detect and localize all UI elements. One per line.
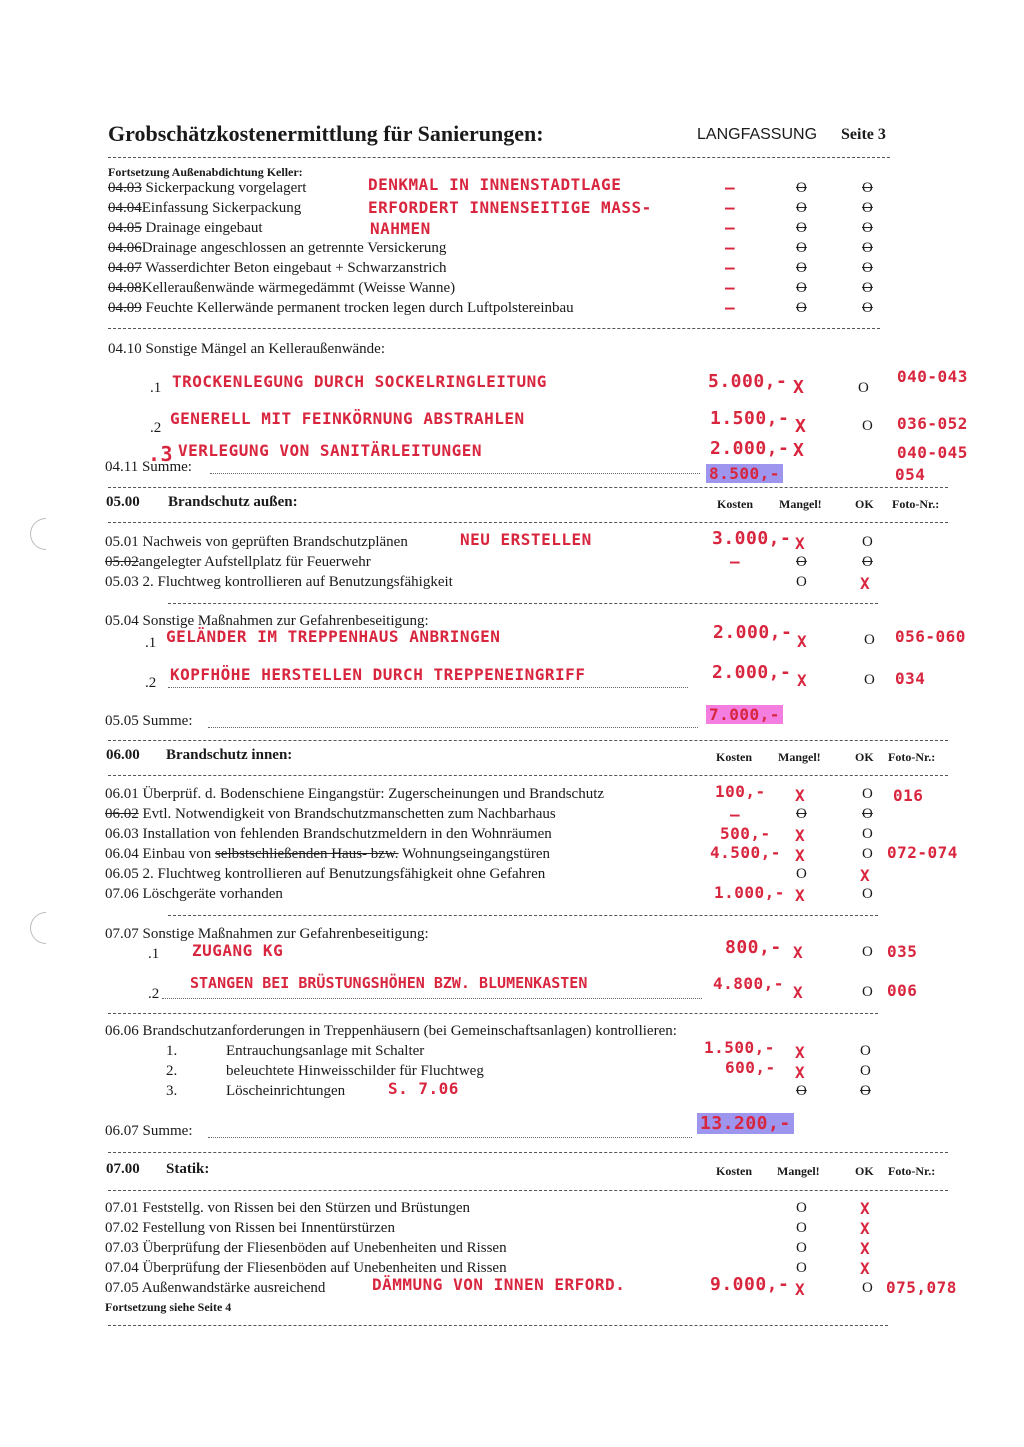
s05-title: Brandschutz außen:: [168, 494, 298, 510]
row-note: NEU ERSTELLEN: [460, 530, 592, 549]
col-mangel: Mangel!: [778, 750, 821, 764]
row-code: 07.06: [105, 886, 139, 902]
item-ok: O: [864, 632, 875, 648]
row-text: Überprüf. d. Bodenschiene Eingangstür: Zugerscheinungen und Brandschutz: [142, 786, 605, 802]
row-mangel: O: [796, 180, 807, 196]
item-foto: 034: [895, 669, 926, 688]
table-row: [105, 886, 283, 903]
col-mangel: Mangel!: [779, 497, 822, 511]
row-ok: O: [862, 806, 873, 822]
table-row: [108, 300, 574, 317]
row-code: 06.04: [105, 846, 139, 862]
row-mangel: X: [795, 786, 806, 805]
row-mangel: X: [795, 826, 806, 845]
item-foto: 036-052: [897, 414, 968, 433]
treppen-mangel: O: [796, 1083, 807, 1099]
item-num: .2: [145, 675, 157, 691]
treppen-num: 2.: [166, 1063, 178, 1079]
row-kosten: —: [725, 178, 736, 197]
row-text: Evtl. Notwendigkeit von Brandschutzmanschetten zum Nachbarhaus: [142, 806, 556, 822]
item-dots: [168, 687, 688, 688]
col-ok: OK: [855, 1164, 874, 1178]
col-ok: OK: [855, 497, 874, 511]
row-code: 05.01: [105, 534, 139, 550]
treppen-ok: O: [860, 1043, 871, 1059]
table-row: [105, 786, 604, 803]
row-kosten: 1.000,-: [714, 883, 785, 902]
row-mangel: X: [795, 846, 806, 865]
row-mangel: O: [796, 1260, 807, 1276]
col-foto: Foto-Nr.:: [888, 1164, 936, 1178]
col-kosten: Kosten: [716, 750, 752, 764]
row-kosten: —: [725, 258, 736, 277]
col-mangel: Mangel!: [777, 1164, 820, 1178]
s05-summe: [706, 705, 783, 724]
row-kosten: —: [725, 198, 736, 217]
item-kosten: 2.000,-: [712, 662, 792, 683]
row-text: 2. Fluchtweg kontrollieren auf Benutzungsfähigkeit ohne Gefahren: [142, 866, 546, 882]
item-kosten: 1.500,-: [710, 408, 790, 429]
divider: [108, 740, 948, 741]
s05-summe-dots: [208, 727, 698, 728]
treppen-ok: O: [860, 1083, 871, 1099]
row-ok: O: [862, 300, 873, 316]
s04-summe-dots: [210, 473, 700, 474]
row-ok: O: [862, 280, 873, 296]
item-mangel: X: [793, 440, 805, 461]
page-footer: Fortsetzung siehe Seite 4: [105, 1300, 232, 1314]
header-divider: [108, 157, 890, 158]
item-ok: O: [862, 944, 873, 960]
row-code: 07.03: [105, 1240, 139, 1256]
row-code: 07.02: [105, 1220, 139, 1236]
item-foto: 040-043: [897, 367, 968, 386]
row-mangel: O: [796, 554, 807, 570]
col-foto: Foto-Nr.:: [888, 750, 936, 764]
item-mangel: X: [797, 671, 808, 690]
treppen-kosten: 600,-: [725, 1058, 776, 1077]
row-ok: X: [860, 1239, 871, 1258]
row-code: 04.07: [108, 260, 142, 276]
treppen-num: 3.: [166, 1083, 178, 1099]
row-kosten: —: [725, 278, 736, 297]
row-ok: X: [860, 574, 871, 593]
s07-title: Statik:: [166, 1161, 210, 1177]
row-text: Installation von fehlenden Brandschutzmeldern in den Wohnräumen: [142, 826, 552, 842]
row-code: 04.04: [108, 200, 142, 216]
punch-hole-bottom: [23, 905, 68, 950]
item-note: VERLEGUNG VON SANITÄRLEITUNGEN: [178, 441, 482, 460]
row-foto: 072-074: [887, 843, 958, 862]
row-kosten: —: [730, 805, 741, 824]
item-ok: O: [864, 672, 875, 688]
col-ok: OK: [855, 750, 874, 764]
table-row: [105, 554, 371, 571]
row-text: 2. Fluchtweg kontrollieren auf Benutzungsfähigkeit: [142, 574, 453, 590]
row-ok: O: [862, 260, 873, 276]
row-ok: O: [862, 554, 873, 570]
item-note: TROCKENLEGUNG DURCH SOCKELRINGLEITUNG: [172, 372, 547, 391]
row-kosten: —: [730, 552, 741, 571]
row-ok: O: [862, 1280, 873, 1296]
row-text: Wasserdichter Beton eingebaut + Schwarzanstrich: [145, 260, 447, 276]
s04-summe-value: 8.500,-: [706, 464, 783, 483]
item-foto: 056-060: [895, 627, 966, 646]
item-note: KOPFHÖHE HERSTELLEN DURCH TREPPENEINGRIFF: [170, 665, 586, 684]
row-code: 07.05: [105, 1280, 139, 1296]
row-code: 05.03: [105, 574, 139, 590]
row-ok: O: [862, 180, 873, 196]
row-code: 04.03: [108, 180, 142, 196]
row-text: Drainage eingebaut: [145, 220, 263, 236]
row-ok: O: [862, 200, 873, 216]
s04-summe-label: 04.11 Summe:: [105, 459, 192, 475]
row-foto: 075,078: [886, 1278, 957, 1297]
s06-code: 06.00: [106, 747, 140, 763]
row-mangel: O: [796, 240, 807, 256]
row-mangel: O: [796, 574, 807, 590]
table-row: [105, 534, 408, 551]
s05-sonstige-label: 05.04 Sonstige Maßnahmen zur Gefahrenbeseitigung:: [105, 613, 429, 629]
item-mangel: X: [793, 377, 805, 398]
item-foto: 035: [887, 942, 918, 961]
table-row: [105, 1240, 507, 1257]
row-text: angelegter Aufstellplatz für Feuerwehr: [138, 554, 371, 570]
divider: [108, 1152, 948, 1153]
row-mangel: O: [796, 260, 807, 276]
item-kosten: 2.000,-: [713, 622, 793, 643]
table-row: [108, 280, 455, 297]
s04-sonstige-label: 04.10 Sonstige Mängel an Kelleraußenwände:: [108, 341, 386, 357]
table-row: [105, 1220, 395, 1237]
s06-summe-value: 13.200,-: [697, 1113, 794, 1134]
table-row: [108, 200, 301, 217]
item-mangel: X: [797, 632, 808, 651]
item-note: GELÄNDER IM TREPPENHAUS ANBRINGEN: [166, 627, 501, 646]
s05-summe-label: 05.05 Summe:: [105, 713, 193, 729]
item-num: .1: [150, 380, 162, 396]
s06-sonstige-label: 07.07 Sonstige Maßnahmen zur Gefahrenbeseitigung:: [105, 926, 429, 942]
treppen-num: 1.: [166, 1043, 178, 1059]
item-ok: O: [862, 418, 873, 434]
s04-summe-foto: 054: [895, 465, 926, 484]
page-variant: LANGFASSUNG: [697, 126, 818, 143]
item-num: .1: [148, 946, 160, 962]
item-ok: O: [858, 380, 869, 396]
row-foto: 016: [893, 786, 924, 805]
treppen-mangel: X: [795, 1063, 806, 1082]
s07-code: 07.00: [106, 1161, 140, 1177]
table-row: [105, 1200, 470, 1217]
treppen-text: beleuchtete Hinweisschilder für Fluchtweg: [226, 1063, 484, 1079]
row-ok: X: [860, 866, 871, 885]
row-text: Nachweis von geprüften Brandschutzplänen: [142, 534, 408, 550]
row-mangel: O: [796, 1220, 807, 1236]
row-mangel: X: [795, 1280, 806, 1299]
row-mangel: O: [796, 300, 807, 316]
row-code: 07.01: [105, 1200, 139, 1216]
treppen-text: Löscheinrichtungen: [226, 1083, 346, 1099]
row-code: 06.05: [105, 866, 139, 882]
row-ok: O: [862, 240, 873, 256]
item-mangel: X: [793, 983, 804, 1002]
col-foto: Foto-Nr.:: [892, 497, 940, 511]
treppen-note: S. 7.06: [388, 1079, 459, 1098]
item-kosten: 5.000,-: [708, 371, 788, 392]
item-kosten: 2.000,-: [710, 438, 790, 459]
divider: [108, 1190, 948, 1191]
row-kosten: —: [725, 238, 736, 257]
table-row: [108, 220, 263, 237]
item-note: GENERELL MIT FEINKÖRNUNG ABSTRAHLEN: [170, 409, 525, 428]
row-mangel: O: [796, 1200, 807, 1216]
table-row: [105, 1280, 325, 1297]
item-num: .2: [148, 986, 160, 1002]
row-kosten: 100,-: [715, 782, 766, 801]
row-text: Überprüfung der Fliesenböden auf Unebenheiten und Rissen: [142, 1260, 507, 1276]
table-row: [105, 846, 550, 863]
divider: [168, 603, 878, 604]
row-ok: O: [862, 220, 873, 236]
row-text: Feststellg. von Rissen bei den Stürzen und Brüstungen: [142, 1200, 470, 1216]
row-text: Außenwandstärke ausreichend: [141, 1280, 326, 1296]
s05-code: 05.00: [106, 494, 140, 510]
row-text: Kelleraußenwände wärmegedämmt (Weisse Wanne): [141, 280, 456, 296]
row-mangel: O: [796, 220, 807, 236]
item-ok: O: [862, 984, 873, 1000]
col-kosten: Kosten: [716, 1164, 752, 1178]
divider: [108, 328, 880, 329]
row-text-a: Einbau von: [142, 846, 212, 862]
table-row: [105, 806, 556, 823]
item-note: ZUGANG KG: [192, 941, 284, 960]
row-note: DENKMAL IN INNENSTADTLAGE: [368, 175, 622, 194]
divider: [108, 775, 948, 776]
row-note: NAHMEN: [370, 219, 431, 238]
s06-title: Brandschutz innen:: [166, 747, 293, 763]
row-text: Sickerpackung vorgelagert: [145, 180, 307, 196]
row-kosten: —: [725, 298, 736, 317]
item-foto: 040-045: [897, 443, 968, 462]
row-kosten: 9.000,-: [710, 1274, 790, 1295]
row-ok: O: [862, 846, 873, 862]
row-ok: O: [862, 534, 873, 550]
row-text-b: Wohnungseingangstüren: [402, 846, 550, 862]
item-mangel: X: [795, 416, 807, 437]
row-ok: O: [862, 886, 873, 902]
row-mangel: O: [796, 1240, 807, 1256]
table-row: [105, 574, 453, 591]
s06-summe: [697, 1113, 794, 1134]
item-kosten: 4.800,-: [713, 974, 784, 993]
row-ok: X: [860, 1259, 871, 1278]
table-row: [108, 260, 447, 277]
table-row: [108, 180, 306, 197]
row-ok: O: [862, 826, 873, 842]
row-code: 04.06: [108, 240, 142, 256]
row-mangel: O: [796, 866, 807, 882]
row-ok: X: [860, 1219, 871, 1238]
treppen-mangel: X: [795, 1043, 806, 1062]
row-text: Festellung von Rissen bei Innentürstürzen: [142, 1220, 395, 1236]
row-kosten: 3.000,-: [712, 528, 792, 549]
col-kosten: Kosten: [717, 497, 753, 511]
s04-heading: Fortsetzung Außenabdichtung Keller:: [108, 165, 303, 179]
s06-summe-label: 06.07 Summe:: [105, 1123, 193, 1139]
row-mangel: O: [796, 280, 807, 296]
divider: [108, 1013, 878, 1014]
row-text-strike: selbstschließenden Haus- bzw.: [215, 846, 399, 862]
row-note: ERFORDERT INNENSEITIGE MASS-: [368, 198, 652, 217]
divider: [168, 915, 878, 916]
row-code: 06.03: [105, 826, 139, 842]
item-mangel: X: [793, 943, 804, 962]
row-mangel: O: [796, 200, 807, 216]
divider: [108, 522, 948, 523]
row-kosten: —: [725, 218, 736, 237]
item-num: .3: [148, 442, 174, 466]
row-kosten: 500,-: [720, 824, 771, 843]
row-code: 04.09: [108, 300, 142, 316]
row-code: 04.05: [108, 220, 142, 236]
s05-summe-value: 7.000,-: [706, 705, 783, 724]
row-ok: O: [862, 786, 873, 802]
row-text: Überprüfung der Fliesenböden auf Unebenheiten und Rissen: [142, 1240, 507, 1256]
row-mangel: X: [795, 886, 806, 905]
row-note: DÄMMUNG VON INNEN ERFORD.: [372, 1275, 626, 1294]
s06-summe-dots: [208, 1137, 692, 1138]
item-dots: [162, 998, 702, 999]
item-kosten: 800,-: [725, 937, 782, 958]
item-num: .2: [150, 420, 162, 436]
row-code: 06.01: [105, 786, 139, 802]
row-code: 05.02: [105, 554, 139, 570]
item-foto: 006: [887, 981, 918, 1000]
row-text: Drainage angeschlossen an getrennte Versickerung: [141, 240, 447, 256]
row-mangel: O: [796, 806, 807, 822]
row-ok: X: [860, 1199, 871, 1218]
row-code: 04.08: [108, 280, 142, 296]
table-row: [105, 866, 545, 883]
divider: [108, 487, 948, 488]
row-text: Löschgeräte vorhanden: [142, 886, 283, 902]
table-row: [108, 240, 446, 257]
s06-treppen-label: 06.06 Brandschutzanforderungen in Treppenhäusern (bei Gemeinschaftsanlagen) kontrollieren:: [105, 1023, 677, 1039]
treppen-ok: O: [860, 1063, 871, 1079]
page-number: Seite 3: [841, 126, 886, 143]
punch-hole-top: [23, 511, 68, 556]
item-num: .1: [145, 635, 157, 651]
row-text: Feuchte Kellerwände permanent trocken legen durch Luftpolstereinbau: [145, 300, 574, 316]
row-mangel: X: [795, 534, 806, 553]
treppen-text: Entrauchungsanlage mit Schalter: [226, 1043, 425, 1059]
item-note: STANGEN BEI BRÜSTUNGSHÖHEN BZW. BLUMENKASTEN: [190, 974, 588, 992]
row-text: Einfassung Sickerpackung: [141, 200, 302, 216]
s04-summe: [706, 464, 783, 483]
footer-divider: [108, 1325, 888, 1326]
table-row: [105, 826, 552, 843]
row-code: 06.02: [105, 806, 139, 822]
page-title: Grobschätzkostenermittlung für Sanierungen:: [108, 121, 544, 146]
row-kosten: 4.500,-: [710, 843, 781, 862]
treppen-kosten: 1.500,-: [704, 1038, 775, 1057]
row-code: 07.04: [105, 1260, 139, 1276]
